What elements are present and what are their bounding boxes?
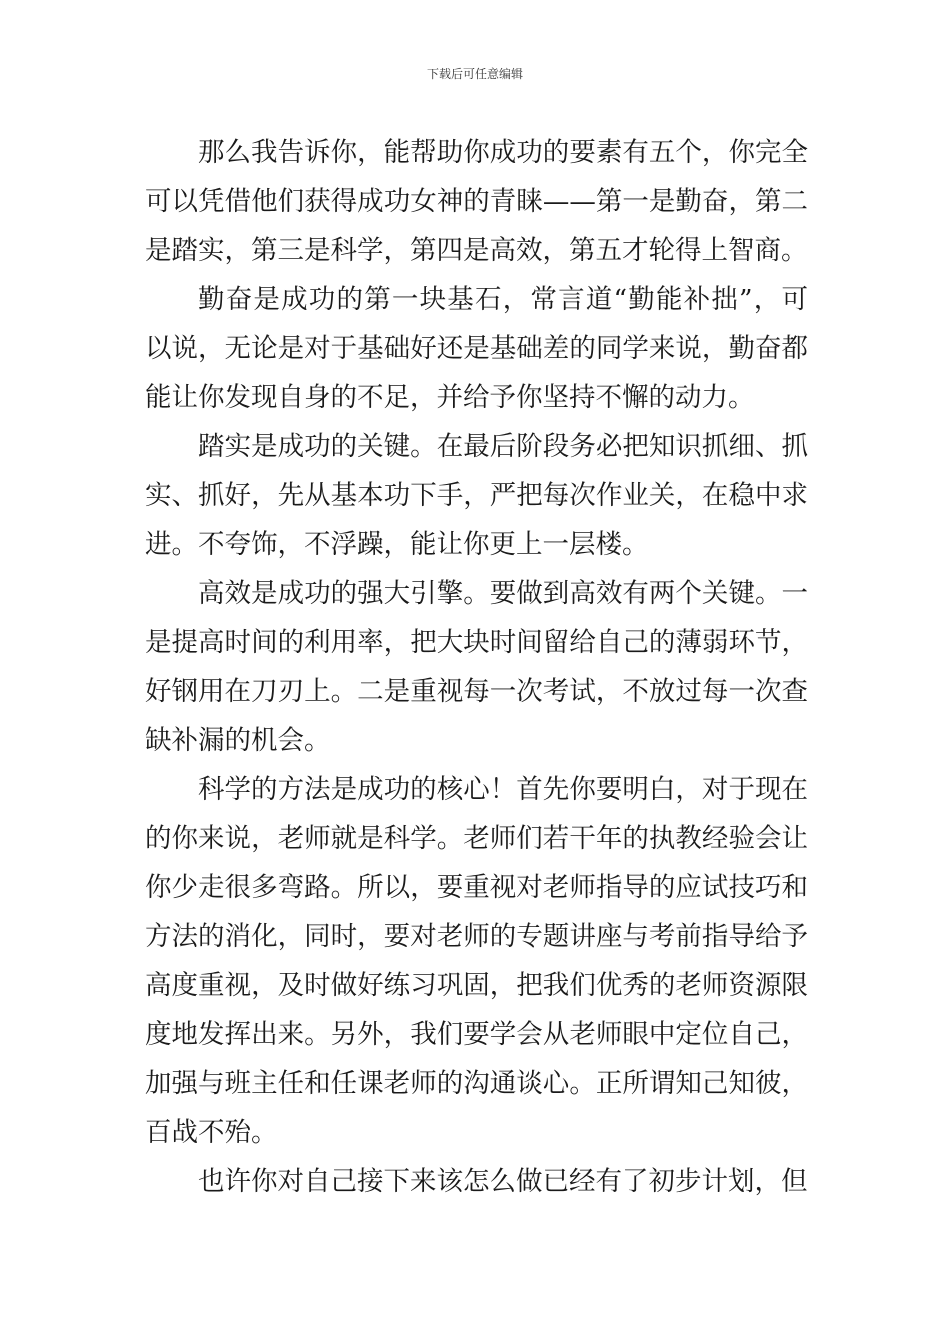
paragraph-plan: 也许你对自己接下来该怎么做已经有了初步计划，但 — [198, 1166, 808, 1197]
paragraph-steadiness: 踏实是成功的关键。在最后阶段务必把知识抓细、抓实、抓好，先从基本功下手，严把每次作业关，在稳中求进。不夸饰，不浮躁，能让你更上一层楼。 — [145, 431, 808, 560]
paragraph-scientific-method: 科学的方法是成功的核心！首先你要明白，对于现在的你来说，老师就是科学。老师们若干年的执教经验会让你少走很多弯路。所以，要重视对老师指导的应试技巧和方法的消化，同时，要对老师的专题讲座与考前指导给予高度重视，及时做好练习巩固，把我们优秀的老师资源限度地发挥出来。另外，我们要学会从老师眼中定位自己，加强与班主任和任课老师的沟通谈心。正所谓知己知彼，百战不殆。 — [145, 774, 808, 1148]
page-header: 下载后可任意编辑 — [426, 67, 523, 81]
paragraph-efficiency: 高效是成功的强大引擎。要做到高效有两个关键。一是提高时间的利用率，把大块时间留给自己的薄弱环节，好钢用在刀刃上。二是重视每一次考试，不放过每一次查缺补漏的机会。 — [145, 578, 808, 756]
paragraph-success-factors: 那么我告诉你，能帮助你成功的要素有五个，你完全可以凭借他们获得成功女神的青睐——第一是勤奋，第二是踏实，第三是科学，第四是高效，第五才轮得上智商。 — [145, 137, 808, 266]
document-body — [145, 128, 808, 1206]
paragraph-diligence: 勤奋是成功的第一块基石，常言道“勤能补拙”，可以说，无论是对于基础好还是基础差的同学来说，勤奋都能让你发现自身的不足，并给予你坚持不懈的动力。 — [145, 284, 808, 413]
